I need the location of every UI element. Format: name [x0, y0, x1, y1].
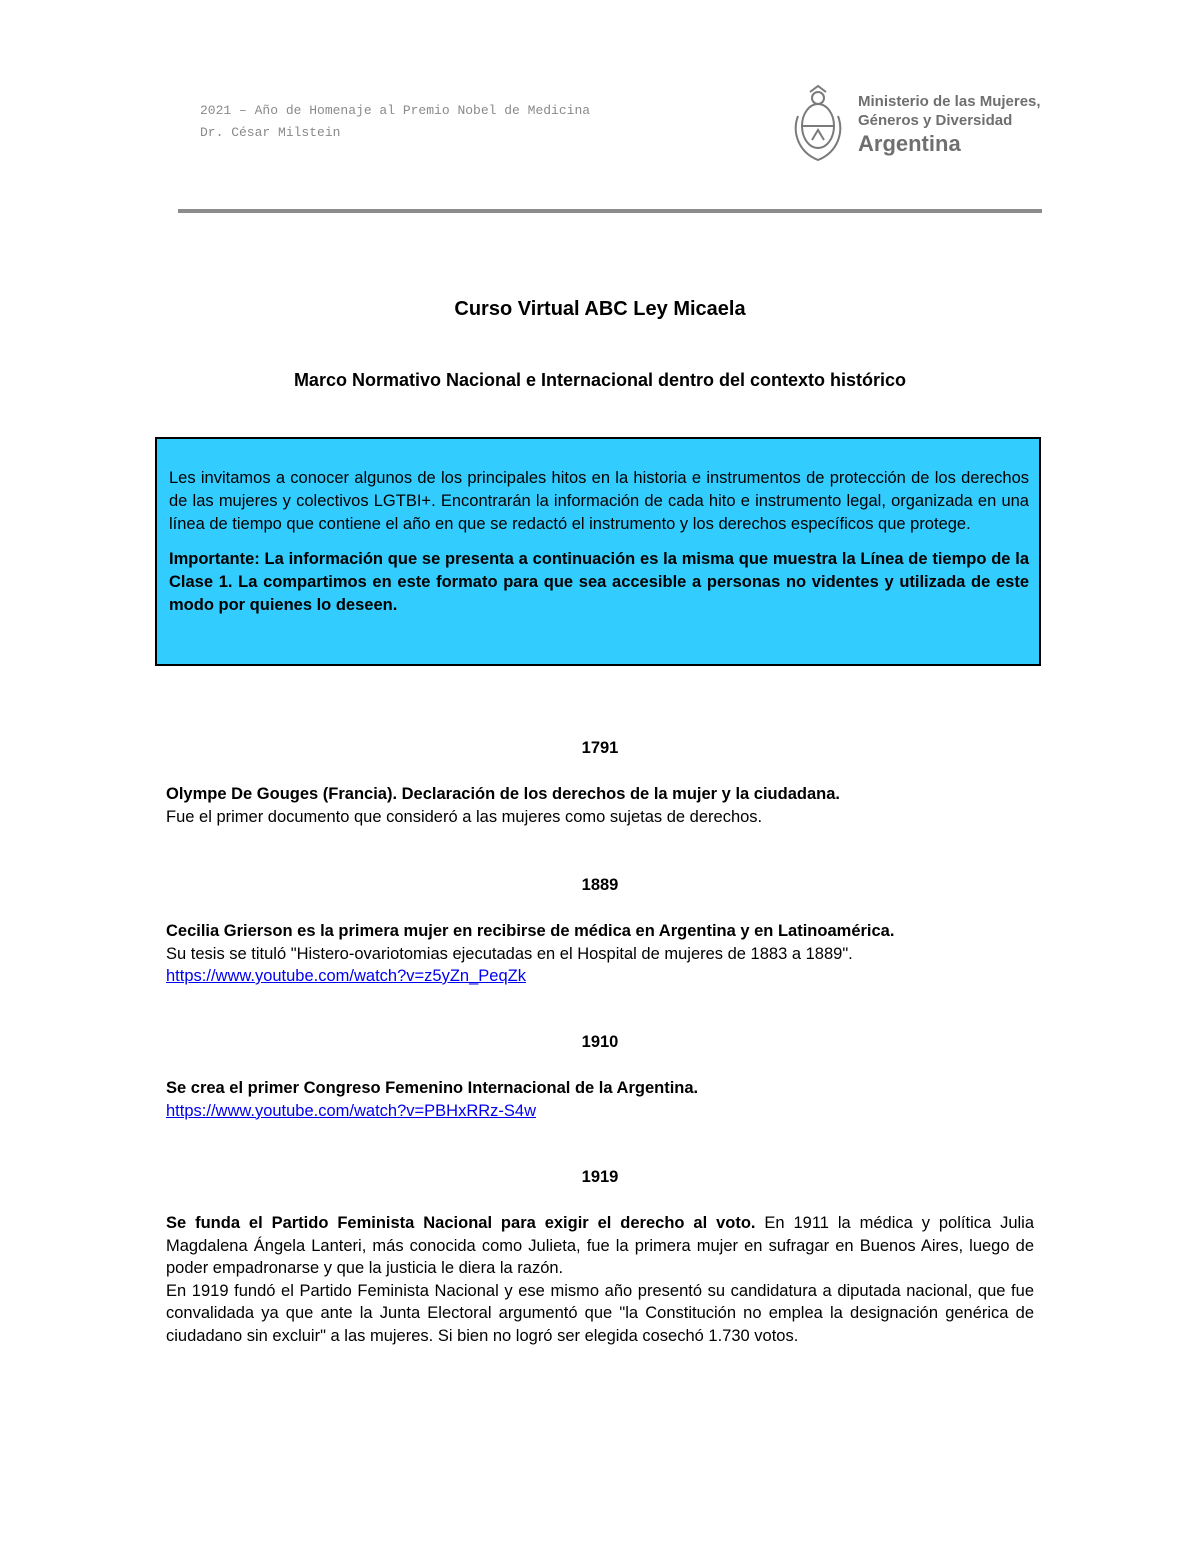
intro-box	[155, 437, 1041, 666]
document-subtitle: Marco Normativo Nacional e Internacional dentro del contexto histórico	[293, 370, 907, 390]
entry-text: En 1911 la médica y política Julia Magdalena Ángela Lanteri, más conocida como Julieta, fue la primera mujer en sufragar en Buenos Aires, luego de poder empadronarse y que la justicia le diera la razón.	[166, 1214, 1035, 1277]
entry-year: 1919	[581, 1168, 619, 1186]
entry-paragraph	[166, 1212, 1034, 1280]
entry-text: Su tesis se tituló "Histero-ovariotomias ejecutadas en el Hospital de mujeres de 1883 a 1889".	[166, 944, 853, 963]
timeline-entry-1791	[166, 737, 1034, 828]
header-motto	[200, 100, 590, 144]
video-link[interactable]: https://www.youtube.com/watch?v=z5yZn_PeqZk	[166, 967, 526, 985]
ministry-name	[858, 92, 1041, 158]
entry-year: 1889	[581, 876, 619, 894]
ministry-line-2: Géneros y Diversidad	[858, 112, 1013, 129]
entry-body	[166, 1077, 1034, 1122]
timeline-entry-1889	[166, 874, 1034, 988]
entry-headline: Se funda el Partido Feminista Nacional para exigir el derecho al voto.	[166, 1214, 756, 1232]
entry-headline: Olympe De Gouges (Francia). Declaración de los derechos de la mujer y la ciudadana.	[166, 785, 840, 803]
motto-line-1: 2021 – Año de Homenaje al Premio Nobel de Medicina	[200, 103, 591, 118]
argentina-coat-of-arms-icon	[790, 82, 846, 166]
timeline-entry-1919	[166, 1166, 1034, 1347]
ministry-logo	[790, 82, 1050, 166]
motto-line-2: Dr. César Milstein	[200, 125, 341, 140]
important-note: Importante: La información que se presenta a continuación es la misma que muestra la Línea de tiempo de la Clase 1. La compartimos en este formato para que sea accesible a personas no videntes y utilizada de este modo por quienes lo deseen.	[169, 550, 1029, 614]
entry-body	[166, 783, 1034, 828]
entry-body	[166, 920, 1034, 988]
intro-text: Les invitamos a conocer algunos de los principales hitos en la historia e instrumentos de protección de los derechos de las mujeres y colectivos LGTBI+. Encontrarán la información de cada hito e instrumento legal, organizada en una línea de tiempo que contiene el año en que se redactó el instrumento y los derechos específicos que protege.	[169, 469, 1029, 533]
entry-year: 1910	[581, 1033, 619, 1051]
video-link[interactable]: https://www.youtube.com/watch?v=PBHxRRz-S4w	[166, 1101, 537, 1120]
entry-body	[166, 1212, 1034, 1347]
entry-headline: Cecilia Grierson es la primera mujer en recibirse de médica en Argentina y en Latinoamérica.	[166, 922, 895, 940]
entry-headline: Se crea el primer Congreso Femenino Internacional de la Argentina.	[166, 1079, 699, 1097]
header-divider	[178, 209, 1042, 213]
entry-year: 1791	[581, 739, 619, 757]
ministry-line-3: Argentina	[858, 131, 961, 156]
timeline-entry-1910	[166, 1031, 1034, 1122]
entry-text: Fue el primer documento que consideró a las mujeres como sujetas de derechos.	[166, 807, 763, 826]
ministry-line-1: Ministerio de las Mujeres,	[858, 93, 1041, 110]
course-title: Curso Virtual ABC Ley Micaela	[454, 298, 746, 320]
entry-text-2: En 1919 fundó el Partido Feminista Nacional y ese mismo año presentó su candidatura a diputada nacional, que fue convalidada ya que ante la Junta Electoral argumentó que "la Constitución no emplea la designación genérica de ciudadano sin excluir" a las mujeres. Si bien no logró ser elegida cosechó 1.730 votos.	[166, 1281, 1034, 1345]
